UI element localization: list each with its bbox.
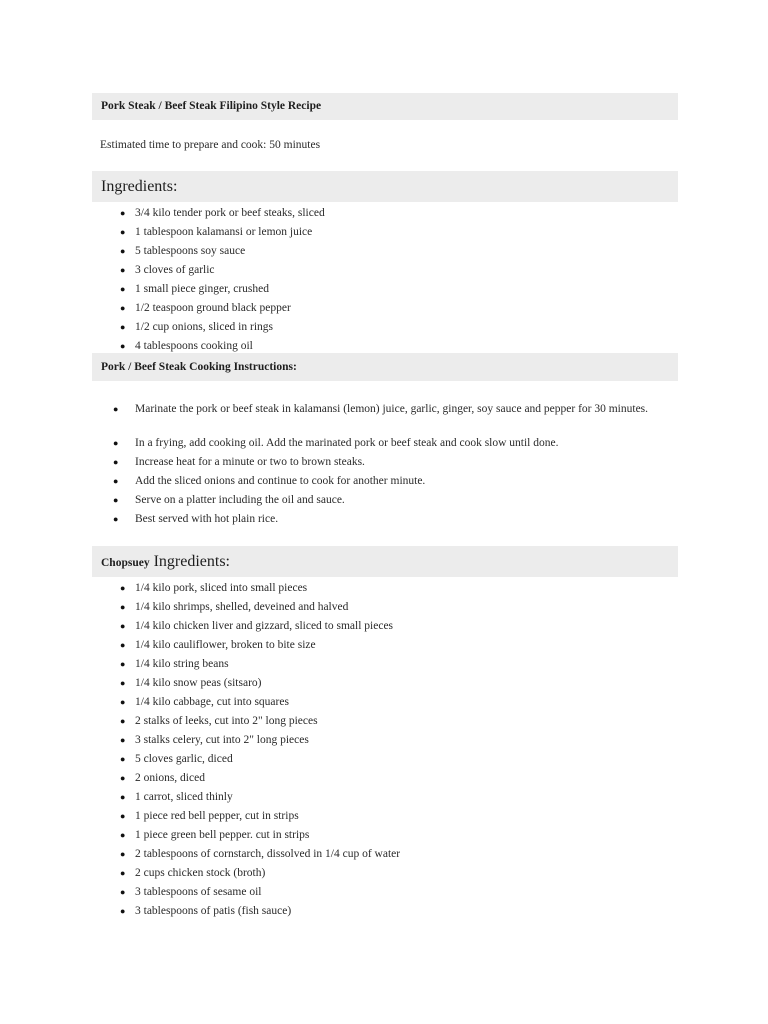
bullet-icon: ● xyxy=(113,404,119,414)
bullet-icon: ● xyxy=(120,303,126,313)
list-item: ● 1/4 kilo cauliflower, broken to bite size xyxy=(120,639,316,651)
bullet-icon: ● xyxy=(113,438,119,448)
list-item: ● 1/2 cup onions, sliced in rings xyxy=(120,321,273,333)
chopsuey-heading-bar xyxy=(92,546,678,577)
ingredients-heading-bar xyxy=(92,171,678,202)
bullet-icon: ● xyxy=(113,514,119,524)
list-item: ● 1/4 kilo pork, sliced into small pieces xyxy=(120,582,308,594)
ingredients-heading: Ingredients: xyxy=(101,178,178,195)
recipe-title-bar xyxy=(92,93,678,120)
list-item: ● Serve on a platter including the oil and sauce. xyxy=(113,494,345,506)
list-item: ● 3/4 kilo tender pork or beef steaks, sliced xyxy=(120,207,325,219)
bullet-icon: ● xyxy=(120,659,126,669)
chopsuey-heading: Ingredients: xyxy=(153,553,230,570)
bullet-icon: ● xyxy=(120,322,126,332)
list-item: ● 2 cups chicken stock (broth) xyxy=(120,867,266,879)
instructions-list xyxy=(92,402,678,531)
bullet-icon: ● xyxy=(120,868,126,878)
list-item: ● 5 cloves garlic, diced xyxy=(120,753,233,765)
list-item: ● Increase heat for a minute or two to brown steaks. xyxy=(113,456,365,468)
bullet-icon: ● xyxy=(120,849,126,859)
list-item: ● 2 onions, diced xyxy=(120,772,205,784)
list-item: ● 1/2 teaspoon ground black pepper xyxy=(120,302,291,314)
list-item: ● Add the sliced onions and continue to cook for another minute. xyxy=(113,475,426,487)
list-item: ● 1/4 kilo chicken liver and gizzard, sliced to small pieces xyxy=(120,620,394,632)
bullet-icon: ● xyxy=(120,811,126,821)
list-item: ● 1 piece green bell pepper. cut in strips xyxy=(120,829,310,841)
bullet-icon: ● xyxy=(120,716,126,726)
estimated-time: Estimated time to prepare and cook: 50 minutes xyxy=(100,139,321,151)
list-item: ● 1/4 kilo string beans xyxy=(120,658,229,670)
bullet-icon: ● xyxy=(120,735,126,745)
bullet-icon: ● xyxy=(120,583,126,593)
bullet-icon: ● xyxy=(120,621,126,631)
list-item: ● In a frying, add cooking oil. Add the marinated pork or beef steak and cook slow until done. xyxy=(113,437,559,449)
bullet-icon: ● xyxy=(120,754,126,764)
bullet-icon: ● xyxy=(120,830,126,840)
chopsuey-heading-prefix: Chopsuey xyxy=(101,557,150,569)
bullet-icon: ● xyxy=(120,887,126,897)
list-item: ● 5 tablespoons soy sauce xyxy=(120,245,246,257)
bullet-icon: ● xyxy=(120,227,126,237)
instructions-heading: Pork / Beef Steak Cooking Instructions: xyxy=(101,361,297,373)
bullet-icon: ● xyxy=(120,246,126,256)
list-item: ● 1 tablespoon kalamansi or lemon juice xyxy=(120,226,313,238)
bullet-icon: ● xyxy=(120,678,126,688)
bullet-icon: ● xyxy=(113,495,119,505)
bullet-icon: ● xyxy=(120,792,126,802)
bullet-icon: ● xyxy=(120,341,126,351)
list-item: ● Best served with hot plain rice. xyxy=(113,513,279,525)
list-item: ● 1/4 kilo shrimps, shelled, deveined and halved xyxy=(120,601,349,613)
list-item: ● 2 tablespoons of cornstarch, dissolved in 1/4 cup of water xyxy=(120,848,401,860)
list-item: ● 3 tablespoons of sesame oil xyxy=(120,886,262,898)
chopsuey-ingredients-list xyxy=(92,581,678,923)
bullet-icon: ● xyxy=(120,697,126,707)
bullet-icon: ● xyxy=(120,906,126,916)
list-item: ● 1 carrot, sliced thinly xyxy=(120,791,233,803)
list-item: ● Marinate the pork or beef steak in kalamansi (lemon) juice, garlic, ginger, soy sauce and pepper for 30 minutes. xyxy=(113,403,649,415)
list-item: ● 3 tablespoons of patis (fish sauce) xyxy=(120,905,292,917)
list-item: ● 4 tablespoons cooking oil xyxy=(120,340,253,352)
bullet-icon: ● xyxy=(120,265,126,275)
list-item: ● 2 stalks of leeks, cut into 2" long pieces xyxy=(120,715,318,727)
bullet-icon: ● xyxy=(113,457,119,467)
list-item: ● 3 stalks celery, cut into 2" long pieces xyxy=(120,734,309,746)
list-item: ● 1 piece red bell pepper, cut in strips xyxy=(120,810,299,822)
list-item: ● 1 small piece ginger, crushed xyxy=(120,283,269,295)
list-item: ● 3 cloves of garlic xyxy=(120,264,215,276)
bullet-icon: ● xyxy=(113,476,119,486)
bullet-icon: ● xyxy=(120,773,126,783)
list-item: ● 1/4 kilo snow peas (sitsaro) xyxy=(120,677,262,689)
bullet-icon: ● xyxy=(120,208,126,218)
bullet-icon: ● xyxy=(120,602,126,612)
bullet-icon: ● xyxy=(120,284,126,294)
ingredients-list xyxy=(92,206,678,358)
list-item: ● 1/4 kilo cabbage, cut into squares xyxy=(120,696,289,708)
bullet-icon: ● xyxy=(120,640,126,650)
instructions-heading-bar xyxy=(92,353,678,381)
recipe-title: Pork Steak / Beef Steak Filipino Style Recipe xyxy=(101,100,322,112)
